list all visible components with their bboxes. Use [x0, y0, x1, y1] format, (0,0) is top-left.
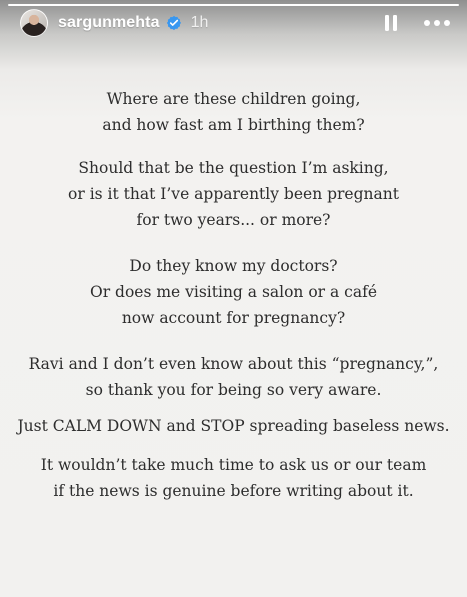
- pause-icon[interactable]: [377, 9, 405, 37]
- story-paragraph: [0, 413, 467, 439]
- story-progress-bar: [8, 4, 459, 6]
- story-line: so thank you for being so very aware.: [85, 381, 382, 399]
- story-paragraph: [0, 452, 467, 504]
- story-line: Ravi and I don’t even know about this “pregnancy,”,: [28, 355, 439, 373]
- story-line: for two years... or more?: [136, 211, 331, 229]
- avatar[interactable]: [20, 9, 48, 37]
- story-line: or is it that I’ve apparently been pregnant: [68, 185, 399, 203]
- story-paragraph: [0, 155, 467, 233]
- story-paragraph: [0, 253, 467, 331]
- story-line: It wouldn’t take much time to ask us or our team: [40, 456, 427, 474]
- story-line: Do they know my doctors?: [129, 257, 338, 275]
- story-paragraph: [0, 86, 467, 138]
- story-progress-fill: [8, 4, 459, 6]
- story-line: Where are these children going,: [106, 90, 361, 108]
- story-line: Just CALM DOWN and STOP spreading baseless news.: [17, 417, 450, 435]
- timestamp: 1h: [190, 14, 209, 31]
- story-line: Or does me visiting a salon or a café: [89, 283, 378, 301]
- story-line: now account for pregnancy?: [121, 309, 346, 327]
- more-options-icon[interactable]: [423, 9, 451, 37]
- story-line: Should that be the question I’m asking,: [78, 159, 389, 177]
- story-line: if the news is genuine before writing about it.: [53, 482, 414, 500]
- story-line: and how fast am I birthing them?: [102, 116, 365, 134]
- verified-badge-icon: [166, 15, 182, 31]
- story-header: [20, 8, 451, 38]
- story-paragraph: [0, 351, 467, 403]
- username[interactable]: sargunmehta: [58, 14, 160, 31]
